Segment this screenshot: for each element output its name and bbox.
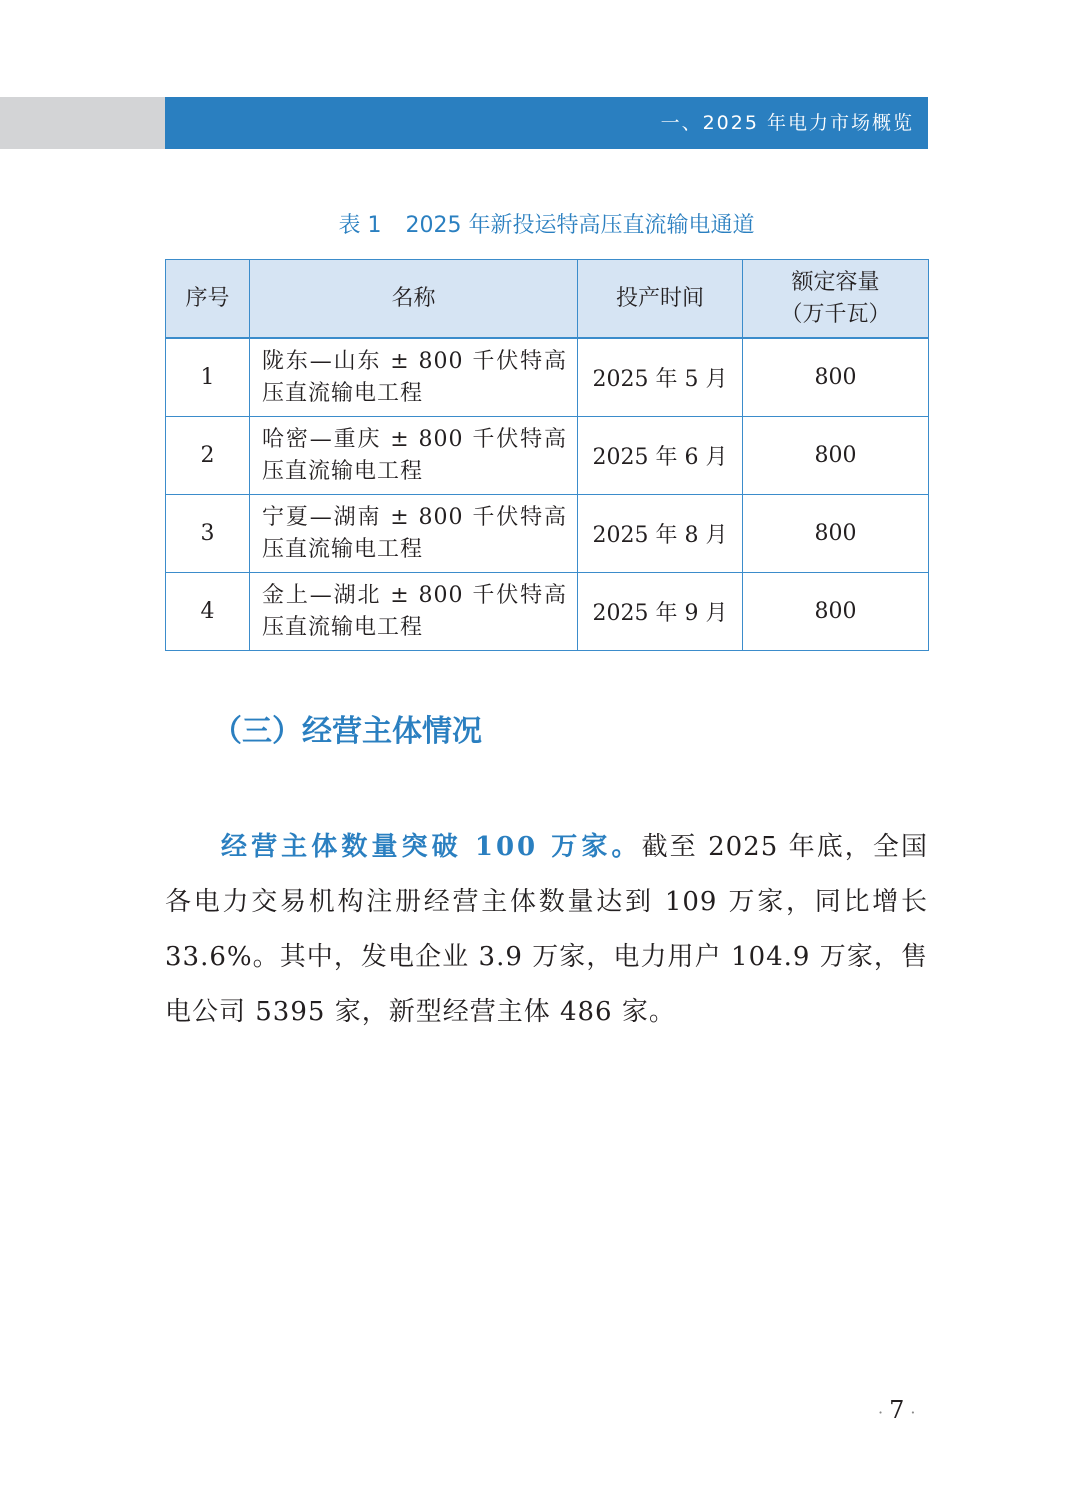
table-caption-title: 2025 年新投运特高压直流输电通道 xyxy=(405,213,755,238)
header-band xyxy=(165,97,928,149)
table-caption-number: 表 1 xyxy=(338,213,382,238)
chapter-title: 一、2025 年电力市场概览 xyxy=(660,112,914,134)
cell-date: 2025 年 8 月 xyxy=(578,495,743,573)
cell-capacity: 800 xyxy=(743,495,929,573)
section-heading: （三）经营主体情况 xyxy=(212,714,482,749)
cell-name: 金上—湖北 ± 800 千伏特高压直流输电工程 xyxy=(250,573,578,651)
table-row xyxy=(166,338,929,417)
header-band-gray xyxy=(0,97,165,149)
cell-capacity: 800 xyxy=(743,338,929,417)
header-cell-name: 名称 xyxy=(250,260,578,339)
page-number-value: 7 xyxy=(889,1396,905,1424)
cell-no: 3 xyxy=(166,495,250,573)
header-cell-date: 投产时间 xyxy=(578,260,743,339)
cell-date: 2025 年 6 月 xyxy=(578,417,743,495)
transmission-table xyxy=(165,259,929,651)
paragraph-body: 截至 2025 年底，全国各电力交易机构注册经营主体数量达到 109 万家，同比增长 33.6%。其中，发电企业 3.9 万家，电力用户 104.9 万家，售电公司 5395 家，新型经营主体 486 家。 xyxy=(165,832,928,1027)
cell-name: 陇东—山东 ± 800 千伏特高压直流输电工程 xyxy=(250,338,578,417)
header-cell-capacity: 额定容量 （万千瓦） xyxy=(743,260,929,339)
table-header-row xyxy=(166,260,929,339)
cell-date: 2025 年 9 月 xyxy=(578,573,743,651)
cell-no: 2 xyxy=(166,417,250,495)
cell-capacity: 800 xyxy=(743,417,929,495)
page-number xyxy=(872,1396,921,1424)
page-dot-left: · xyxy=(878,1403,884,1422)
paragraph-lead: 经营主体数量突破 100 万家。 xyxy=(221,832,642,862)
header-cell-no: 序号 xyxy=(166,260,250,339)
cell-capacity: 800 xyxy=(743,573,929,651)
table-caption xyxy=(165,208,928,239)
cell-date: 2025 年 5 月 xyxy=(578,338,743,417)
table-row xyxy=(166,573,929,651)
cell-no: 4 xyxy=(166,573,250,651)
cell-no: 1 xyxy=(166,338,250,417)
cell-name: 宁夏—湖南 ± 800 千伏特高压直流输电工程 xyxy=(250,495,578,573)
table-row xyxy=(166,417,929,495)
table-row xyxy=(166,495,929,573)
body-paragraph xyxy=(165,820,928,1040)
cell-name: 哈密—重庆 ± 800 千伏特高压直流输电工程 xyxy=(250,417,578,495)
page-dot-right: · xyxy=(910,1403,916,1422)
